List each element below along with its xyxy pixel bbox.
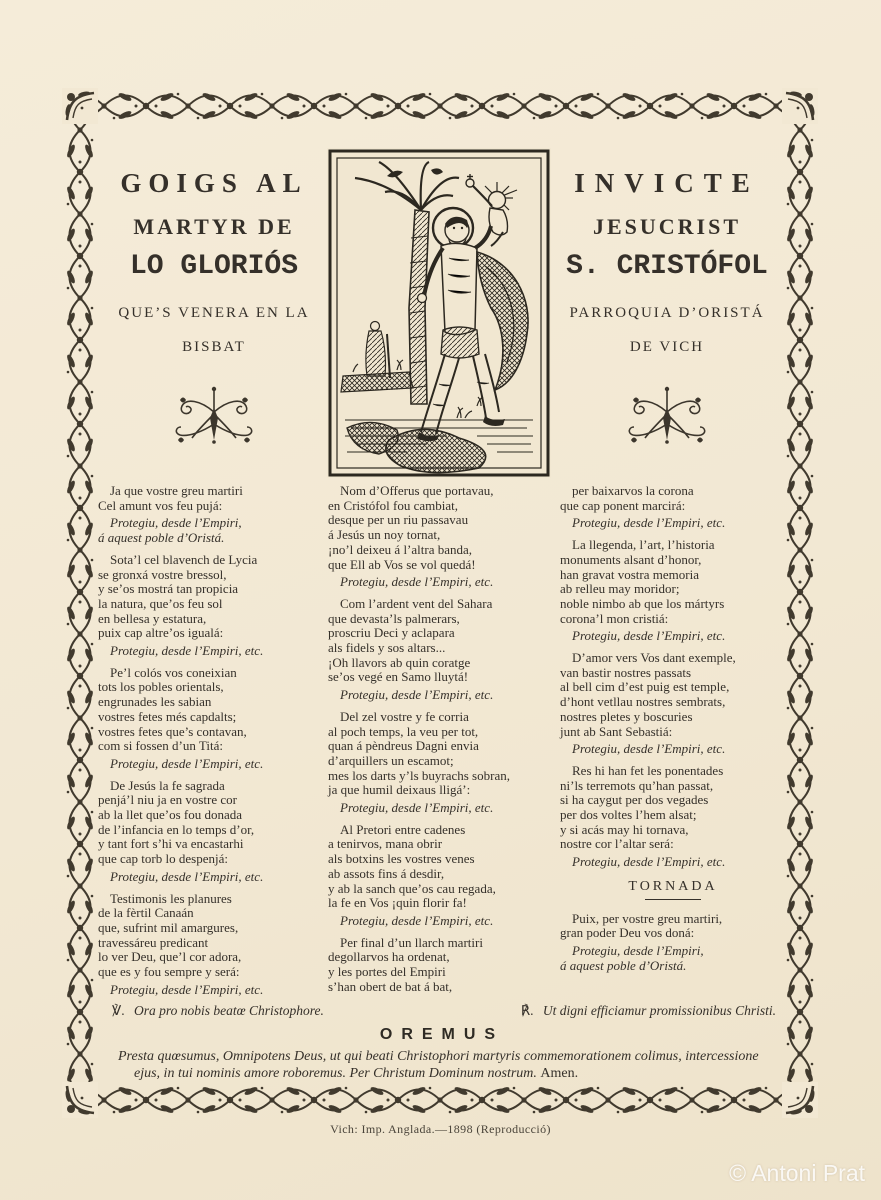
verse-line: lo ver Deu, que’l cor adora, (98, 949, 242, 965)
verse-line: per dos voltes l’hem alsat; (560, 807, 697, 823)
verse-line: y les portes del Empiri (328, 964, 446, 980)
refrain-line: Protegiu, desde l’Empiri, etc. (340, 800, 494, 816)
versicle-text: Ora pro nobis beatœ Christophore. (134, 1003, 324, 1018)
verse-line: y se’os mostrá tan propicia (98, 581, 239, 597)
stanza (98, 553, 328, 659)
subtitle-bisbat: BISBAT (182, 339, 246, 355)
refrain (560, 742, 786, 757)
floral-border-right (782, 88, 818, 1118)
verse-line: Al Pretori entre cadenes (340, 821, 466, 837)
subtitle-de-vich: DE VICH (629, 339, 705, 355)
title-s-cristofol: S. CRISTÓFOL (566, 251, 768, 282)
refrain-line: á aquest poble d’Oristá. (560, 957, 687, 973)
title-invicte: INVICTE (574, 168, 760, 198)
verse-line: penjá’l niu ja en vostre cor (98, 792, 237, 808)
tornada-heading: TORNADA (628, 878, 718, 894)
refrain (560, 855, 786, 870)
border-corner-bottom-left (62, 1082, 98, 1118)
verse-line: han gravat vostra memoria (560, 566, 699, 582)
amen: Amen. (540, 1066, 579, 1081)
refrain-line: Protegiu, desde l’Empiri, etc. (572, 854, 726, 870)
verse-line: monuments alsant d’honor, (560, 551, 702, 567)
copyright-watermark: © Antoni Prat (729, 1160, 865, 1186)
verse-column (98, 484, 328, 1005)
refrain (98, 870, 328, 885)
verse-line: ¡no’l deixeu á l’altra banda, (328, 541, 473, 557)
refrain-line: Protegiu, desde l’Empiri, etc. (572, 515, 726, 531)
verse-line: proscriu Deci y aclapara (328, 625, 455, 641)
refrain-line: Protegiu, desde l’Empiri, etc. (572, 741, 726, 757)
prayer-line: Presta quœsumus, Omnipotens Deus, ut qui beati Christophori martyris commemorationem colimus, intercessione (118, 1049, 759, 1064)
refrain-line: Protegiu, desde l’Empiri, etc. (110, 981, 264, 997)
verse-line: vostres fetes més capdalts; (98, 708, 237, 724)
printer-imprint: Vich: Imp. Anglada.—1898 (Reproducció) (330, 1122, 551, 1136)
verse-line: al poch temps, la veu per tot, (328, 723, 479, 739)
verse-line: junt ab Sant Sebastiá: (560, 723, 673, 739)
prayer-line: ejus, in tui nominis amore roboremus. Per Christum Dominum nostrum. Amen. (134, 1066, 579, 1081)
latin-prayer (118, 1048, 770, 1082)
verse-line: si ha caygut per dos vegades (560, 792, 709, 808)
refrain (98, 516, 328, 545)
oremus-heading: OREMUS (379, 1026, 505, 1043)
refrain (560, 629, 786, 644)
refrain (560, 516, 786, 531)
verse-line: Puix, per vostre greu martiri, (572, 910, 723, 926)
verse-line: De Jesús la fe sagrada (110, 777, 225, 793)
refrain (98, 644, 328, 659)
verse-line: Del zel vostre y fe corria (340, 708, 469, 724)
stanza (560, 484, 786, 531)
stanza (98, 779, 328, 885)
refrain (328, 801, 560, 816)
verse-line: corona’l mon cristiá: (560, 610, 669, 626)
verse-line: Cel amunt vos feu pujá: (98, 497, 223, 513)
sant-cristofol-woodcut (327, 148, 551, 478)
title-martyr-de: MARTYR DE (133, 214, 295, 239)
verse-line: que es y fou sempre y será: (98, 964, 240, 980)
verse-line: noble nimbo ab que los mártyrs (560, 595, 725, 611)
verse-line: al bell cim d’est puig est temple, (560, 679, 730, 695)
verse-line: Sota’l cel blavench de Lycia (110, 551, 258, 567)
verse-line: en bellesa y estatura, (98, 610, 207, 626)
stanza (328, 484, 560, 590)
refrain (560, 944, 786, 973)
subtitle-parroquia: PARROQUIA D’ORISTÁ (569, 305, 765, 321)
verse-line: ab la llet que’os fou donada (98, 807, 243, 823)
header-left (95, 168, 333, 446)
verse-line: tots los pobles orientals, (98, 679, 224, 695)
tornada-rule (645, 899, 701, 900)
verse-line: per baixarvos la corona (572, 483, 694, 498)
verse-line: se gronxá vostre bressol, (98, 566, 227, 582)
versicle-symbol: ℣. (112, 1003, 125, 1018)
verse-line: se’os vegé en Samo lluytá! (328, 669, 469, 685)
verse-line: mes los darts y’ls buyrachs sobran, (328, 767, 510, 783)
verse-line: que cap torb lo despenjá: (98, 851, 228, 867)
stanza (328, 936, 560, 995)
refrain-line: Protegiu, desde l’Empiri, (572, 942, 704, 958)
stanza (560, 651, 786, 757)
verse-line: Testimonis les planures (110, 890, 232, 906)
verse-line: D’amor vers Vos dant exemple, (572, 650, 736, 666)
stanza (98, 892, 328, 998)
border-corner-top-left (62, 88, 98, 124)
response-symbol: ℟. (520, 1003, 534, 1018)
stanza (328, 710, 560, 816)
verse-line: de l’infancia en lo temps d’or, (98, 821, 255, 837)
verse-line: Ja que vostre greu martiri (110, 483, 243, 498)
subtitle-venera: QUE’S VENERA EN LA (118, 305, 310, 321)
stanza (560, 764, 786, 870)
refrain-line: á aquest poble d’Oristá. (98, 530, 225, 546)
refrain-line: Protegiu, desde l’Empiri, etc. (110, 868, 264, 884)
verse-line: desque per un riu passavau (328, 512, 469, 528)
verse-line: y si acás may hi tornava, (560, 821, 689, 837)
verse-line: ab relleu may moridor; (560, 581, 680, 597)
verse-line: com si fossen d’un Titá: (98, 738, 223, 754)
verse-line: La llegenda, l’art, l’historia (572, 537, 715, 553)
verse-column (328, 484, 560, 1005)
stanza (560, 912, 786, 974)
stanza (328, 823, 560, 929)
verse-line: a tenirvos, mana obrir (328, 836, 443, 852)
verse-columns (98, 484, 786, 1005)
verse-line: la fe en Vos ¡quin florir fa! (328, 895, 467, 911)
response (521, 1003, 776, 1019)
refrain-line: Protegiu, desde l’Empiri, (110, 515, 242, 531)
refrain-line: Protegiu, desde l’Empiri, etc. (340, 687, 494, 703)
refrain (98, 983, 328, 998)
verse-line: Pe’l colós vos coneixian (110, 664, 237, 680)
fleuron-icon (172, 380, 256, 446)
verse-line: vostres fetes que’s contavan, (98, 723, 247, 739)
verse-line: que cap ponent marcirá: (560, 497, 686, 513)
verse-line: ja que humil deixaus lligá’: (328, 782, 471, 798)
versicle-row (112, 1003, 776, 1019)
title-goigs-al: GOIGS AL (120, 168, 308, 198)
verse-line: Res hi han fet les ponentades (572, 762, 724, 778)
verse-line: travessáreu predicant (98, 934, 209, 950)
verse-line: degollarvos ha ordenat, (328, 949, 450, 965)
verse-line: nostre cor l’altar será: (560, 836, 674, 852)
border-corner-top-right (782, 88, 818, 124)
verse-line: y ab la sanch que’os cau regada, (328, 880, 496, 896)
floral-border-top (62, 88, 818, 124)
refrain-line: Protegiu, desde l’Empiri, etc. (340, 912, 494, 928)
floral-border-left (62, 88, 98, 1118)
floral-border-bottom (62, 1082, 818, 1118)
verse-line: van bastir nostres passats (560, 664, 692, 680)
refrain (328, 575, 560, 590)
verse-line: als fidels y sos altars... (328, 640, 446, 656)
verse-line: d’arquillers un escamot; (328, 752, 454, 768)
versicle (112, 1003, 324, 1019)
verse-line: la natura, que’os feu sol (98, 595, 223, 611)
stanza (328, 597, 560, 703)
verse-line: ni’ls terremots qu’han passat, (560, 777, 714, 793)
verse-line: que devasta’ls palmerars, (328, 610, 460, 626)
fleuron-icon (625, 380, 709, 446)
response-text: Ut digni efficiamur promissionibus Christi. (542, 1003, 776, 1018)
verse-line: ab assots fins á desdir, (328, 865, 445, 881)
refrain (98, 757, 328, 772)
verse-line: y tant fort s’hi va encastarhi (98, 836, 244, 852)
refrain-line: Protegiu, desde l’Empiri, etc. (572, 628, 726, 644)
stanza (560, 538, 786, 644)
header-right (548, 168, 786, 446)
verse-column (560, 484, 786, 1005)
border-corner-bottom-right (782, 1082, 818, 1118)
verse-line: Per final d’un llarch martiri (340, 934, 483, 950)
title-lo-glorios: LO GLORIÓS (129, 251, 299, 282)
verse-line: Nom d’Offerus que portavau, (340, 483, 494, 498)
verse-line: engrunades les sabian (98, 694, 212, 710)
refrain-line: Protegiu, desde l’Empiri, etc. (340, 574, 494, 590)
verse-line: Com l’ardent vent del Sahara (340, 595, 493, 611)
refrain (328, 914, 560, 929)
verse-line: de la fèrtil Canaán (98, 905, 194, 921)
refrain-line: Protegiu, desde l’Empiri, etc. (110, 755, 264, 771)
verse-line: quan á pèndreus Dagni envia (328, 738, 479, 754)
verse-line: gran poder Deu vos doná: (560, 925, 695, 941)
verse-line: ¡Oh llavors ab quin coratge (328, 654, 471, 670)
verse-line: nostres pletes y boscuries (560, 708, 693, 724)
verse-line: que Ell ab Vos se vol quedá! (328, 556, 476, 572)
verse-line: á Jesús un noy tornat, (328, 527, 441, 543)
verse-line: puix cap altre’os igualá: (98, 625, 224, 641)
refrain-line: Protegiu, desde l’Empiri, etc. (110, 643, 264, 659)
refrain (328, 688, 560, 703)
stanza (98, 666, 328, 772)
verse-line: als botxins les vostres venes (328, 851, 475, 867)
verse-line: en Cristófol fou cambiat, (328, 497, 458, 513)
verse-line: d’hont vetllau nostres sembrats, (560, 694, 726, 710)
verse-line: que, sufrint mil amargures, (98, 919, 239, 935)
stanza (98, 484, 328, 546)
title-jesucrist: JESUCRIST (592, 214, 742, 239)
verse-line: s’han obert de bat á bat, (328, 978, 453, 994)
